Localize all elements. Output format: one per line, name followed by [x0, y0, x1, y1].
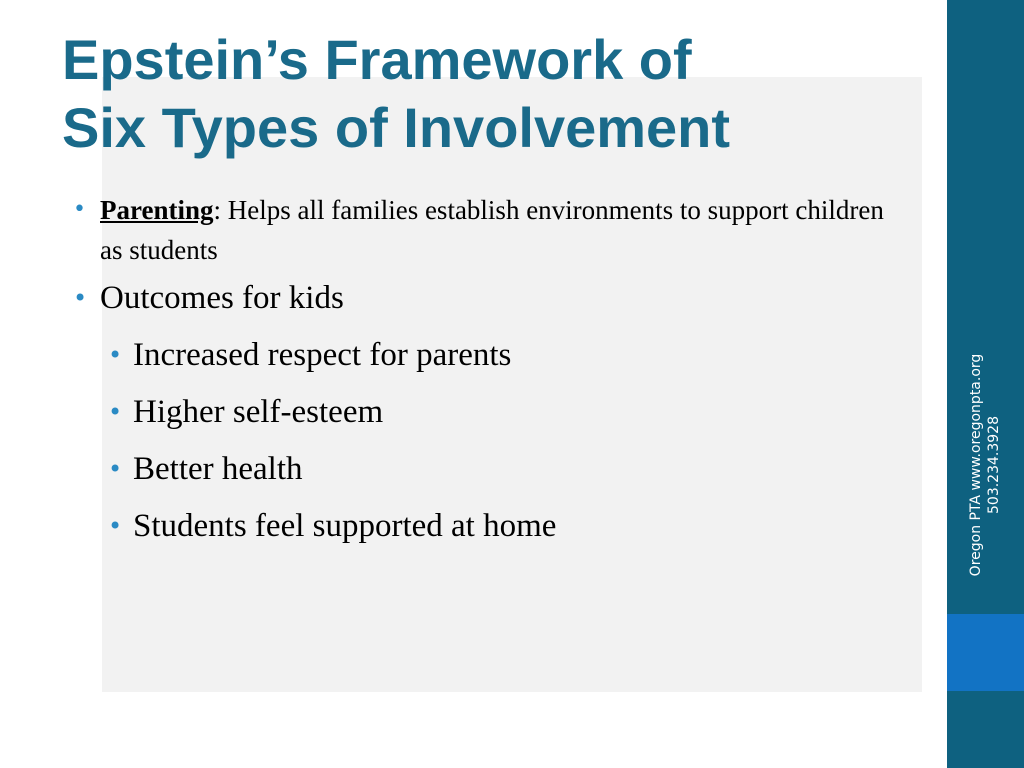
sub-bullet-text: Better health — [133, 451, 303, 487]
sidebar-contact-line-2: 503.234.3928 — [986, 416, 1002, 514]
sidebar — [947, 0, 1024, 768]
bullet-dot: • — [108, 512, 123, 540]
bullet-dot: • — [73, 197, 86, 222]
bullet-parenting — [70, 190, 900, 270]
slide-title-line-2: Six Types of Involvement — [62, 96, 731, 159]
sidebar-accent-block — [947, 614, 1024, 691]
outcomes-heading: Outcomes for kids — [100, 280, 344, 316]
bullet-outcomes — [70, 276, 900, 320]
bullet-dot: • — [73, 284, 88, 312]
sub-bullet-1 — [70, 333, 900, 377]
sub-bullet-text: Increased respect for parents — [133, 337, 512, 373]
sub-bullet-text: Higher self-esteem — [133, 394, 384, 430]
sub-bullet-4 — [70, 504, 900, 548]
sub-bullet-text: Students feel supported at home — [133, 508, 557, 544]
slide-title — [62, 26, 942, 162]
bullet-dot: • — [108, 341, 123, 369]
bullet-dot: • — [108, 398, 123, 426]
bullet-dot: • — [108, 455, 123, 483]
sidebar-contact-text — [967, 315, 1003, 615]
parenting-description: : Helps all families establish environments to support children as students — [100, 195, 884, 265]
bullet-list — [70, 190, 900, 548]
sub-bullet-2 — [70, 390, 900, 434]
sidebar-contact-line-1: Oregon PTA www.oregonpta.org — [968, 353, 984, 577]
sub-bullet-3 — [70, 447, 900, 491]
slide-title-line-1: Epstein’s Framework of — [62, 28, 692, 91]
parenting-label: Parenting — [100, 195, 214, 225]
